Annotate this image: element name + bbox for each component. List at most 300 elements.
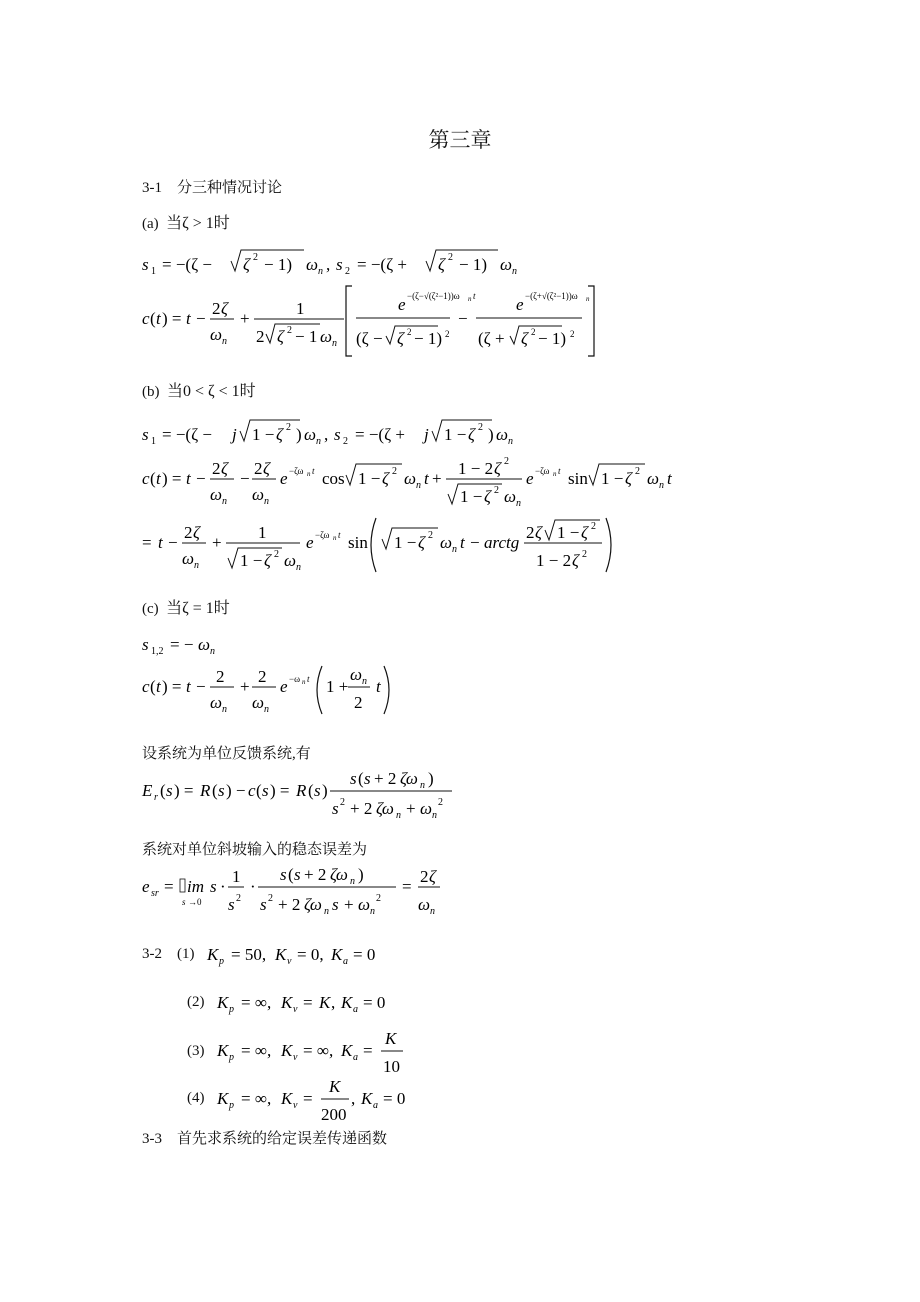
svg-text:2: 2: [343, 436, 348, 447]
problem-text: 分三种情况讨论: [177, 180, 283, 196]
svg-text:(: (: [150, 677, 156, 696]
svg-text:s: s: [364, 769, 371, 788]
svg-text:ω: ω: [210, 485, 223, 504]
svg-text:ζ: ζ: [494, 459, 501, 478]
svg-text:ω: ω: [182, 549, 195, 568]
svg-text:1 +: 1 +: [326, 677, 349, 696]
svg-text:v: v: [287, 956, 292, 967]
svg-text:1 − 2: 1 − 2: [536, 551, 572, 570]
svg-text:n: n: [264, 496, 269, 507]
svg-text:2: 2: [268, 893, 273, 904]
svg-text:n: n: [194, 560, 199, 571]
svg-text:v: v: [293, 1052, 298, 1063]
svg-text:K: K: [329, 1077, 341, 1096]
svg-text:t: t: [307, 674, 310, 684]
svg-text:t: t: [558, 466, 561, 476]
svg-text:ω: ω: [198, 635, 211, 654]
equation-3-2-item-2: [215, 986, 405, 1016]
problem-number: 3-1: [142, 180, 162, 196]
svg-text:ζ: ζ: [221, 459, 228, 478]
svg-text:) −: ) −: [226, 781, 246, 800]
svg-text:= −(ζ +: = −(ζ +: [357, 255, 407, 274]
equation-c-roots: [140, 628, 300, 658]
equation-steady-state-error: [140, 860, 440, 922]
svg-text:(: (: [256, 781, 262, 800]
svg-text:) =: ) =: [174, 781, 194, 800]
svg-text:K: K: [281, 1041, 293, 1060]
svg-text:(ζ +: (ζ +: [478, 329, 505, 348]
svg-text:ω: ω: [284, 551, 297, 570]
svg-text:p: p: [229, 1100, 234, 1111]
svg-text:ω: ω: [358, 895, 371, 914]
svg-text:s: s: [336, 255, 343, 274]
svg-text:s: s: [182, 897, 186, 907]
svg-text:s: s: [260, 895, 267, 914]
svg-text:ω: ω: [504, 487, 517, 506]
svg-text:t: t: [338, 530, 341, 540]
svg-text:− 1: − 1: [295, 327, 318, 346]
svg-text:2: 2: [448, 252, 453, 263]
svg-text:n: n: [586, 295, 590, 303]
item-2-tag: (2): [187, 994, 205, 1010]
svg-text:+ 2: + 2: [374, 769, 397, 788]
svg-text:K: K: [281, 993, 293, 1012]
svg-text:n: n: [452, 544, 457, 555]
equation-error-transfer: [140, 764, 460, 824]
svg-text:=: =: [164, 877, 174, 896]
svg-text:K: K: [217, 993, 229, 1012]
case-tag: (b): [142, 384, 160, 400]
svg-text:) =: ) =: [162, 469, 182, 488]
svg-text:s: s: [142, 255, 149, 274]
svg-text:→0: →0: [188, 897, 202, 907]
equation-3-2-item-1: [205, 938, 395, 968]
item-3-tag: (3): [187, 1043, 205, 1059]
svg-text:ω: ω: [418, 895, 431, 914]
equation-a-roots: [140, 244, 540, 280]
svg-text:2: 2: [287, 325, 292, 336]
svg-text:,: ,: [351, 1089, 356, 1108]
svg-text:): ): [322, 781, 328, 800]
svg-text:2: 2: [420, 867, 429, 886]
svg-text:2: 2: [531, 327, 536, 337]
svg-text:t: t: [424, 469, 429, 488]
case-tag: (a): [142, 216, 159, 232]
svg-text:n: n: [222, 704, 227, 715]
svg-text:j: j: [232, 425, 237, 444]
svg-text:): ): [428, 769, 434, 788]
case-condition: 当0 < ζ < 1时: [167, 383, 256, 400]
svg-text:s: s: [210, 877, 217, 896]
svg-text:=: =: [142, 533, 152, 552]
case-a-heading: [142, 210, 230, 233]
svg-text:R: R: [296, 781, 307, 800]
svg-text:ω: ω: [404, 469, 417, 488]
svg-text:2: 2: [253, 252, 258, 263]
svg-text:(: (: [308, 781, 314, 800]
svg-text:= ∞,: = ∞,: [241, 993, 272, 1012]
svg-text:(: (: [358, 769, 364, 788]
svg-text:−: −: [196, 309, 206, 328]
svg-text:1 −: 1 −: [358, 469, 381, 488]
svg-text:= −(ζ −: = −(ζ −: [162, 425, 212, 444]
svg-text:t: t: [186, 309, 191, 328]
svg-text:=: =: [303, 993, 313, 1012]
svg-text:1,2: 1,2: [151, 646, 164, 657]
svg-text:2: 2: [438, 797, 443, 808]
svg-text:t: t: [460, 533, 465, 552]
svg-text:= 0: = 0: [353, 945, 376, 964]
svg-text:a: a: [353, 1004, 358, 1015]
svg-text:= −(ζ +: = −(ζ +: [355, 425, 405, 444]
svg-text:e: e: [398, 295, 406, 314]
svg-text:t: t: [667, 469, 672, 488]
svg-text:im: im: [187, 877, 204, 896]
svg-text:ζ: ζ: [277, 327, 284, 346]
svg-text:− 1): − 1): [414, 329, 442, 348]
svg-text:): ): [488, 425, 494, 444]
svg-text:ζ: ζ: [572, 551, 579, 570]
svg-text:−: −: [196, 469, 206, 488]
svg-text:− 1): − 1): [264, 255, 292, 274]
svg-text:sr: sr: [151, 888, 159, 899]
svg-text:−: −: [196, 677, 206, 696]
svg-text:1 −: 1 −: [601, 469, 624, 488]
svg-text:sin: sin: [568, 469, 588, 488]
svg-text:(: (: [150, 469, 156, 488]
svg-text:e: e: [516, 295, 524, 314]
svg-text:n: n: [420, 780, 425, 791]
svg-text:K: K: [341, 1041, 353, 1060]
svg-text:ω: ω: [304, 425, 317, 444]
svg-text:K: K: [331, 945, 343, 964]
svg-text:ω: ω: [647, 469, 660, 488]
svg-text:·: ·: [220, 877, 226, 896]
equation-b-response-simplified: [140, 512, 620, 578]
svg-text:ζ: ζ: [382, 469, 389, 488]
svg-text:t: t: [376, 677, 381, 696]
svg-text:+: +: [212, 533, 222, 552]
svg-text:cos: cos: [322, 469, 345, 488]
chapter-title: 第三章: [428, 128, 492, 152]
svg-text:c: c: [142, 309, 150, 328]
svg-text:1 −: 1 −: [252, 425, 275, 444]
svg-text:j: j: [424, 425, 429, 444]
svg-text:K: K: [207, 945, 219, 964]
svg-text:n: n: [316, 436, 321, 447]
svg-text:s: s: [218, 781, 225, 800]
svg-text:v: v: [293, 1100, 298, 1111]
svg-text:K: K: [217, 1089, 229, 1108]
svg-text:): ): [358, 865, 364, 884]
svg-text:ζω: ζω: [330, 865, 348, 884]
svg-text:n: n: [516, 498, 521, 509]
svg-text:+: +: [240, 677, 250, 696]
svg-text:= ∞,: = ∞,: [303, 1041, 334, 1060]
svg-text:ζ: ζ: [581, 523, 588, 542]
svg-text:K: K: [217, 1041, 229, 1060]
svg-text:2: 2: [340, 797, 345, 808]
item-4-tag: (4): [187, 1090, 205, 1106]
svg-text:2: 2: [184, 523, 193, 542]
svg-text:200: 200: [321, 1105, 347, 1124]
svg-text:s: s: [142, 635, 149, 654]
problem-text: 首先求系统的给定误差传递函数: [177, 1131, 388, 1147]
svg-text:n: n: [307, 470, 311, 478]
svg-text:2: 2: [591, 521, 596, 532]
svg-text:1: 1: [258, 523, 267, 542]
svg-text:p: p: [229, 1004, 234, 1015]
svg-text:ζ: ζ: [276, 425, 283, 444]
svg-text:ζ: ζ: [397, 329, 404, 348]
svg-text:2: 2: [392, 466, 397, 477]
svg-text:ζ: ζ: [625, 469, 632, 488]
svg-text:ω: ω: [210, 693, 223, 712]
svg-text:2: 2: [494, 485, 499, 496]
svg-text:n: n: [324, 906, 329, 917]
svg-text:K: K: [385, 1029, 397, 1048]
svg-text:2: 2: [254, 459, 263, 478]
svg-text:) =: ) =: [162, 677, 182, 696]
svg-text:2: 2: [354, 693, 363, 712]
problem-number: 3-3: [142, 1131, 162, 1147]
svg-text:ζω: ζω: [400, 769, 418, 788]
case-tag: (c): [142, 601, 159, 617]
equation-c-response: [140, 660, 400, 718]
problem-3-3-heading: [142, 1127, 387, 1148]
svg-text:t: t: [186, 677, 191, 696]
svg-text:ω: ω: [306, 255, 319, 274]
svg-text:n: n: [430, 906, 435, 917]
svg-text:ζ: ζ: [221, 299, 228, 318]
equation-3-2-item-4: [215, 1072, 425, 1124]
svg-text:− 1): − 1): [538, 329, 566, 348]
svg-text:n: n: [264, 704, 269, 715]
svg-text:= ∞,: = ∞,: [241, 1041, 272, 1060]
svg-text:2: 2: [526, 523, 535, 542]
svg-text:=: =: [363, 1041, 373, 1060]
svg-text:t: t: [186, 469, 191, 488]
problem-3-2-number: 3-2: [142, 946, 162, 962]
svg-text:n: n: [350, 876, 355, 887]
svg-text:) =: ) =: [270, 781, 290, 800]
svg-text:t: t: [158, 533, 163, 552]
svg-text:ζ: ζ: [418, 533, 425, 552]
svg-text:s: s: [334, 425, 341, 444]
svg-text:a: a: [343, 956, 348, 967]
svg-text:n: n: [332, 338, 337, 349]
svg-text:s: s: [262, 781, 269, 800]
svg-text:−: −: [458, 309, 468, 328]
svg-text:2: 2: [258, 667, 267, 686]
svg-text:− 1): − 1): [459, 255, 487, 274]
svg-text:n: n: [553, 470, 557, 478]
svg-text:ζ: ζ: [243, 255, 250, 274]
svg-text:s: s: [314, 781, 321, 800]
svg-text:−ζω: −ζω: [289, 466, 304, 476]
svg-text:c: c: [142, 677, 150, 696]
svg-text:1 − 2: 1 − 2: [458, 459, 494, 478]
svg-text:e: e: [280, 677, 288, 696]
svg-text:2: 2: [376, 893, 381, 904]
svg-text:−: −: [168, 533, 178, 552]
svg-text:(: (: [288, 865, 294, 884]
svg-text:e: e: [280, 469, 288, 488]
svg-text:2: 2: [504, 456, 509, 467]
equation-b-response: [140, 450, 680, 510]
svg-text:E: E: [142, 781, 153, 800]
problem-3-1-heading: [142, 176, 282, 197]
svg-text:−ω: −ω: [289, 674, 300, 684]
svg-text:t: t: [312, 466, 315, 476]
svg-text:2: 2: [345, 266, 350, 277]
svg-text:1 −: 1 −: [444, 425, 467, 444]
svg-text:n: n: [318, 266, 323, 277]
svg-text:2: 2: [256, 327, 265, 346]
svg-text:s: s: [332, 895, 339, 914]
svg-text:n: n: [432, 810, 437, 821]
svg-text:ζ: ζ: [535, 523, 542, 542]
svg-text:s: s: [350, 769, 357, 788]
svg-text:2: 2: [428, 530, 433, 541]
svg-text:ζ: ζ: [521, 329, 528, 348]
svg-text:2: 2: [635, 466, 640, 477]
svg-text:+: +: [344, 895, 354, 914]
svg-text:2: 2: [570, 329, 575, 339]
case-condition: 当ζ = 1时: [166, 600, 230, 617]
svg-text:n: n: [468, 295, 472, 303]
svg-text:= 0,: = 0,: [297, 945, 324, 964]
svg-text:2: 2: [478, 422, 483, 433]
ramp-error-text: 系统对单位斜坡输入的稳态误差为: [142, 842, 368, 858]
case-condition: 当ζ > 1时: [166, 215, 230, 232]
svg-text:): ): [296, 425, 302, 444]
svg-text:s: s: [280, 865, 287, 884]
svg-text:−: −: [240, 469, 250, 488]
svg-text:1 −: 1 −: [460, 487, 483, 506]
svg-text:ζ: ζ: [484, 487, 491, 506]
equation-a-response: [140, 282, 610, 360]
svg-text:+ 2: + 2: [278, 895, 301, 914]
svg-text:ζ: ζ: [264, 551, 271, 570]
svg-text:n: n: [222, 336, 227, 347]
svg-text:−(ζ−√(ζ²−1))ω: −(ζ−√(ζ²−1))ω: [407, 291, 460, 301]
svg-text:s: s: [228, 895, 235, 914]
svg-text:2: 2: [445, 329, 450, 339]
svg-text:=: =: [402, 877, 412, 896]
svg-text:ω: ω: [320, 327, 333, 346]
svg-text:= ∞,: = ∞,: [241, 1089, 272, 1108]
svg-text:arctg: arctg: [484, 533, 520, 552]
svg-text:1 −: 1 −: [557, 523, 580, 542]
equation-b-roots: [140, 414, 530, 450]
svg-text:p: p: [219, 956, 224, 967]
svg-text:+: +: [432, 469, 442, 488]
svg-text:+: +: [406, 799, 416, 818]
svg-text:=: =: [303, 1089, 313, 1108]
svg-text:) =: ) =: [162, 309, 182, 328]
svg-text:ω: ω: [500, 255, 513, 274]
svg-text:2: 2: [407, 327, 412, 337]
svg-text:2: 2: [286, 422, 291, 433]
svg-text:p: p: [229, 1052, 234, 1063]
svg-text:ζ: ζ: [468, 425, 475, 444]
svg-text:n: n: [512, 266, 517, 277]
svg-text:2: 2: [582, 549, 587, 560]
svg-text:·: ·: [250, 877, 256, 896]
svg-text:s: s: [332, 799, 339, 818]
item-1-tag: (1): [177, 946, 195, 962]
svg-text:v: v: [293, 1004, 298, 1015]
unity-feedback-text: 设系统为单位反馈系统,有: [142, 746, 311, 762]
svg-text:ζ: ζ: [193, 523, 200, 542]
svg-text:1: 1: [296, 299, 305, 318]
svg-text:+ 2: + 2: [350, 799, 373, 818]
svg-text:a: a: [353, 1052, 358, 1063]
svg-text:ω: ω: [496, 425, 509, 444]
svg-text:c: c: [142, 469, 150, 488]
svg-text:n: n: [508, 436, 513, 447]
svg-text:sin: sin: [348, 533, 368, 552]
svg-text:(: (: [212, 781, 218, 800]
svg-text:s: s: [294, 865, 301, 884]
svg-text:n: n: [296, 562, 301, 573]
svg-text:ω: ω: [420, 799, 433, 818]
svg-text:−ζω: −ζω: [315, 530, 330, 540]
svg-text:= 0: = 0: [363, 993, 386, 1012]
svg-text:2: 2: [216, 667, 225, 686]
svg-text:K: K: [281, 1089, 293, 1108]
svg-text:t: t: [156, 677, 161, 696]
svg-text:−: −: [470, 533, 480, 552]
svg-text:ζω: ζω: [304, 895, 322, 914]
svg-text:2: 2: [274, 549, 279, 560]
svg-text:ζ: ζ: [429, 867, 436, 886]
svg-text:1 −: 1 −: [394, 533, 417, 552]
svg-text:ω: ω: [440, 533, 453, 552]
svg-text:,: ,: [326, 255, 331, 274]
svg-text:e: e: [306, 533, 314, 552]
svg-text:a: a: [373, 1100, 378, 1111]
svg-text:c: c: [248, 781, 256, 800]
svg-text:−ζω: −ζω: [535, 466, 550, 476]
svg-text:ζ: ζ: [263, 459, 270, 478]
svg-text:= 0: = 0: [383, 1089, 406, 1108]
svg-text:(: (: [150, 309, 156, 328]
svg-text:K: K: [275, 945, 287, 964]
svg-text:n: n: [210, 646, 215, 657]
svg-text:1: 1: [151, 266, 156, 277]
svg-text:ω: ω: [252, 485, 265, 504]
svg-text:ω: ω: [210, 325, 223, 344]
svg-text:2: 2: [236, 893, 241, 904]
svg-text:+ 2: + 2: [304, 865, 327, 884]
svg-text:ω: ω: [350, 665, 363, 684]
svg-text:s: s: [142, 425, 149, 444]
svg-text:t: t: [156, 469, 161, 488]
svg-text:K: K: [361, 1089, 373, 1108]
svg-text:1 −: 1 −: [240, 551, 263, 570]
svg-text:1: 1: [232, 867, 241, 886]
svg-text:n: n: [370, 906, 375, 917]
svg-text:e: e: [142, 877, 150, 896]
svg-text:s: s: [166, 781, 173, 800]
svg-text:r: r: [154, 792, 158, 803]
svg-text:n: n: [222, 496, 227, 507]
svg-text:K: K: [341, 993, 353, 1012]
equation-3-2-item-3: [215, 1024, 415, 1076]
svg-text:(ζ −: (ζ −: [356, 329, 383, 348]
